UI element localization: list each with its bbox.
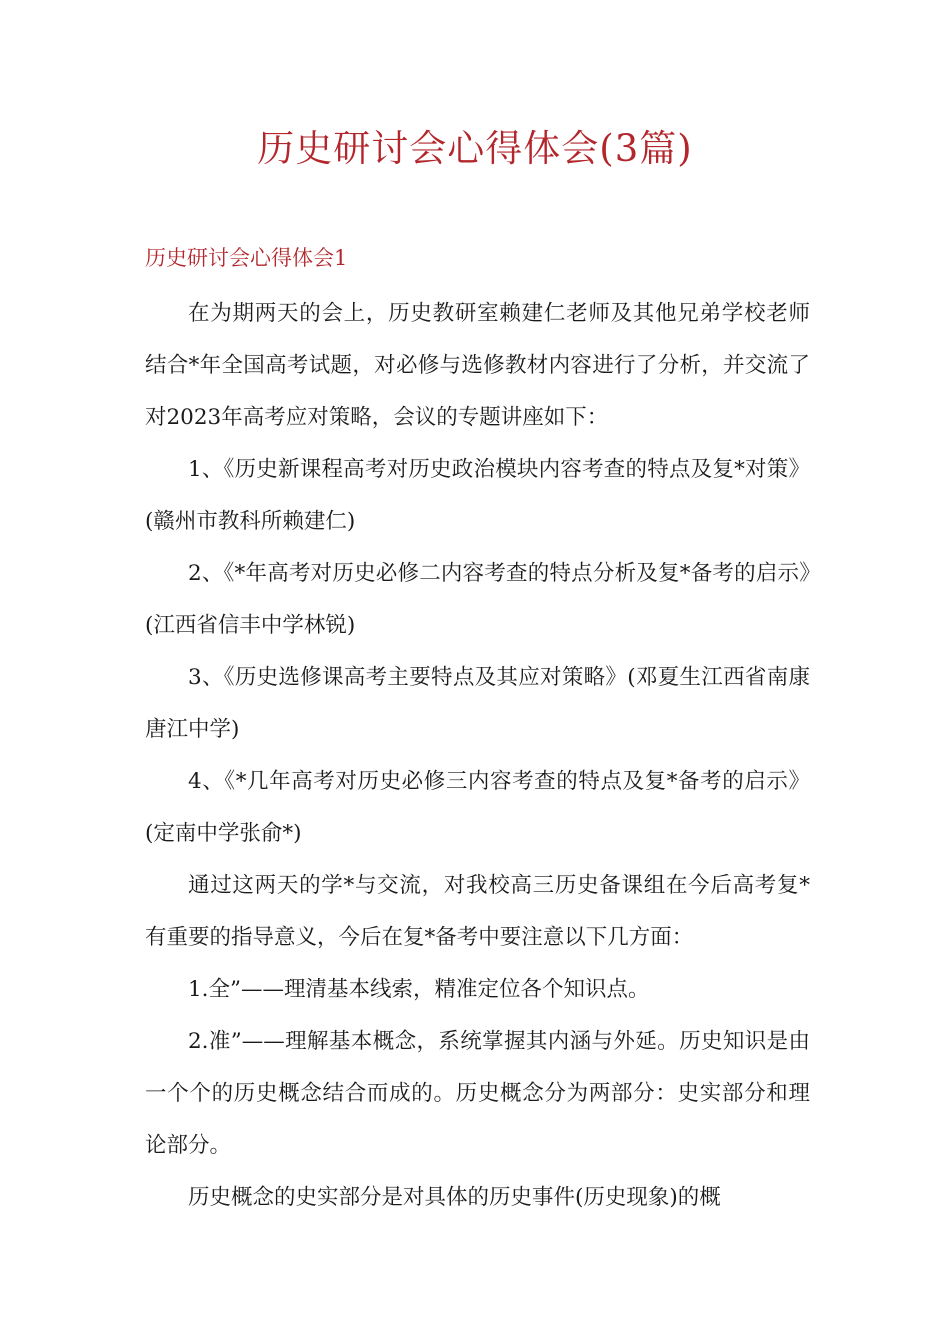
paragraph-point-1: 1.全”——理清基本线索，精准定位各个知识点。	[188, 977, 650, 1002]
section-heading: 历史研讨会心得体会1	[145, 246, 348, 270]
paragraph-intro: 在为期两天的会上，历史教研室赖建仁老师及其他兄弟学校老师结合*年全国高考试题，对必修与选修教材内容进行了分析，并交流了对2023年高考应对策略，会议的专题讲座如下：	[145, 301, 810, 430]
paragraph-lecture-2: 2、《*年高考对历史必修二内容考查的特点分析及复*备考的启示》(江西省信丰中学林锐)	[145, 561, 810, 638]
body-text	[145, 288, 810, 1224]
paragraph-concept: 历史概念的史实部分是对具体的历史事件(历史现象)的概	[188, 1185, 721, 1210]
paragraph-point-2: 2.准”——理解基本概念，系统掌握其内涵与外延。历史知识是由一个个的历史概念结合而成的。历史概念分为两部分：史实部分和理论部分。	[145, 1029, 810, 1158]
paragraph-lecture-3: 3、《历史选修课高考主要特点及其应对策略》(邓夏生江西省南康唐江中学)	[145, 665, 810, 742]
paragraph-lecture-4: 4、《*几年高考对历史必修三内容考查的特点及复*备考的启示》(定南中学张俞*)	[145, 769, 810, 846]
paragraph-lecture-1: 1、《历史新课程高考对历史政治模块内容考查的特点及复*对策》(赣州市教科所赖建仁)	[145, 457, 810, 534]
document-title: 历史研讨会心得体会(3篇)	[257, 127, 693, 170]
paragraph-summary: 通过这两天的学*与交流，对我校高三历史备课组在今后高考复*有重要的指导意义，今后在复*备考中要注意以下几方面：	[145, 873, 810, 950]
